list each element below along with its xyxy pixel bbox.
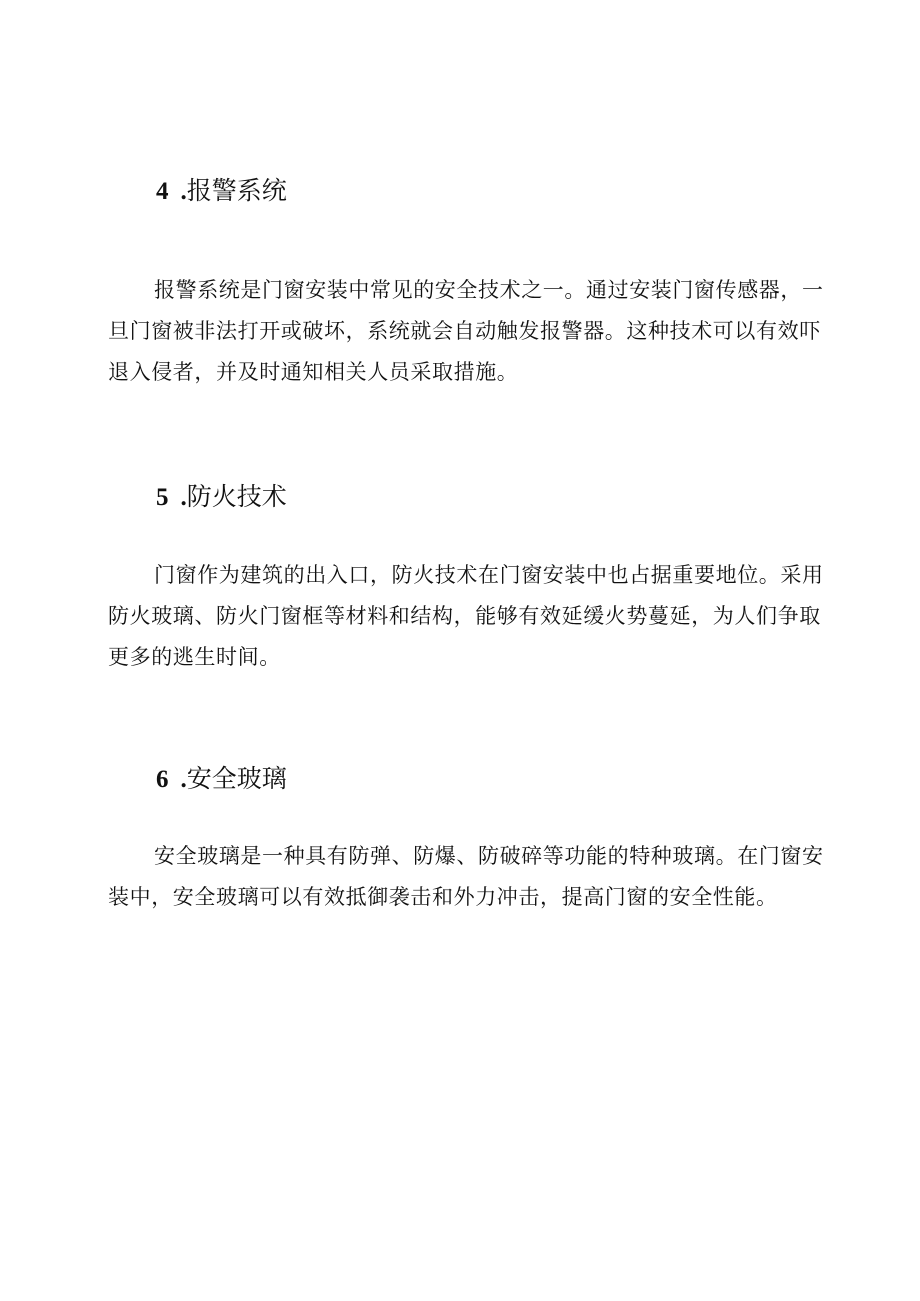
heading-separator: . (180, 766, 187, 793)
section-title: 报警系统 (186, 176, 287, 205)
heading-separator: . (180, 484, 187, 511)
section-heading (156, 482, 287, 513)
section-heading (156, 764, 287, 795)
section-paragraph: 报警系统是门窗安装中常见的安全技术之一。通过安装门窗传感器，一旦门窗被非法打开或破坏，系统就会自动触发报警器。这种技术可以有效吓退入侵者，并及时通知相关人员采取措施。 (108, 278, 824, 384)
section-title: 防火技术 (186, 482, 287, 511)
section-paragraph: 安全玻璃是一种具有防弹、防爆、防破碎等功能的特种玻璃。在门窗安装中，安全玻璃可以有效抵御袭击和外力冲击，提高门窗的安全性能。 (108, 844, 824, 909)
section-paragraph: 门窗作为建筑的出入口，防火技术在门窗安装中也占据重要地位。采用防火玻璃、防火门窗框等材料和结构，能够有效延缓火势蔓延，为人们争取更多的逃生时间。 (108, 563, 824, 669)
section-heading (156, 176, 287, 207)
section-number: 6 (156, 766, 169, 793)
section-number: 5 (156, 484, 169, 511)
heading-separator: . (180, 178, 187, 205)
section-title: 安全玻璃 (186, 764, 287, 793)
section-number: 4 (156, 178, 169, 205)
